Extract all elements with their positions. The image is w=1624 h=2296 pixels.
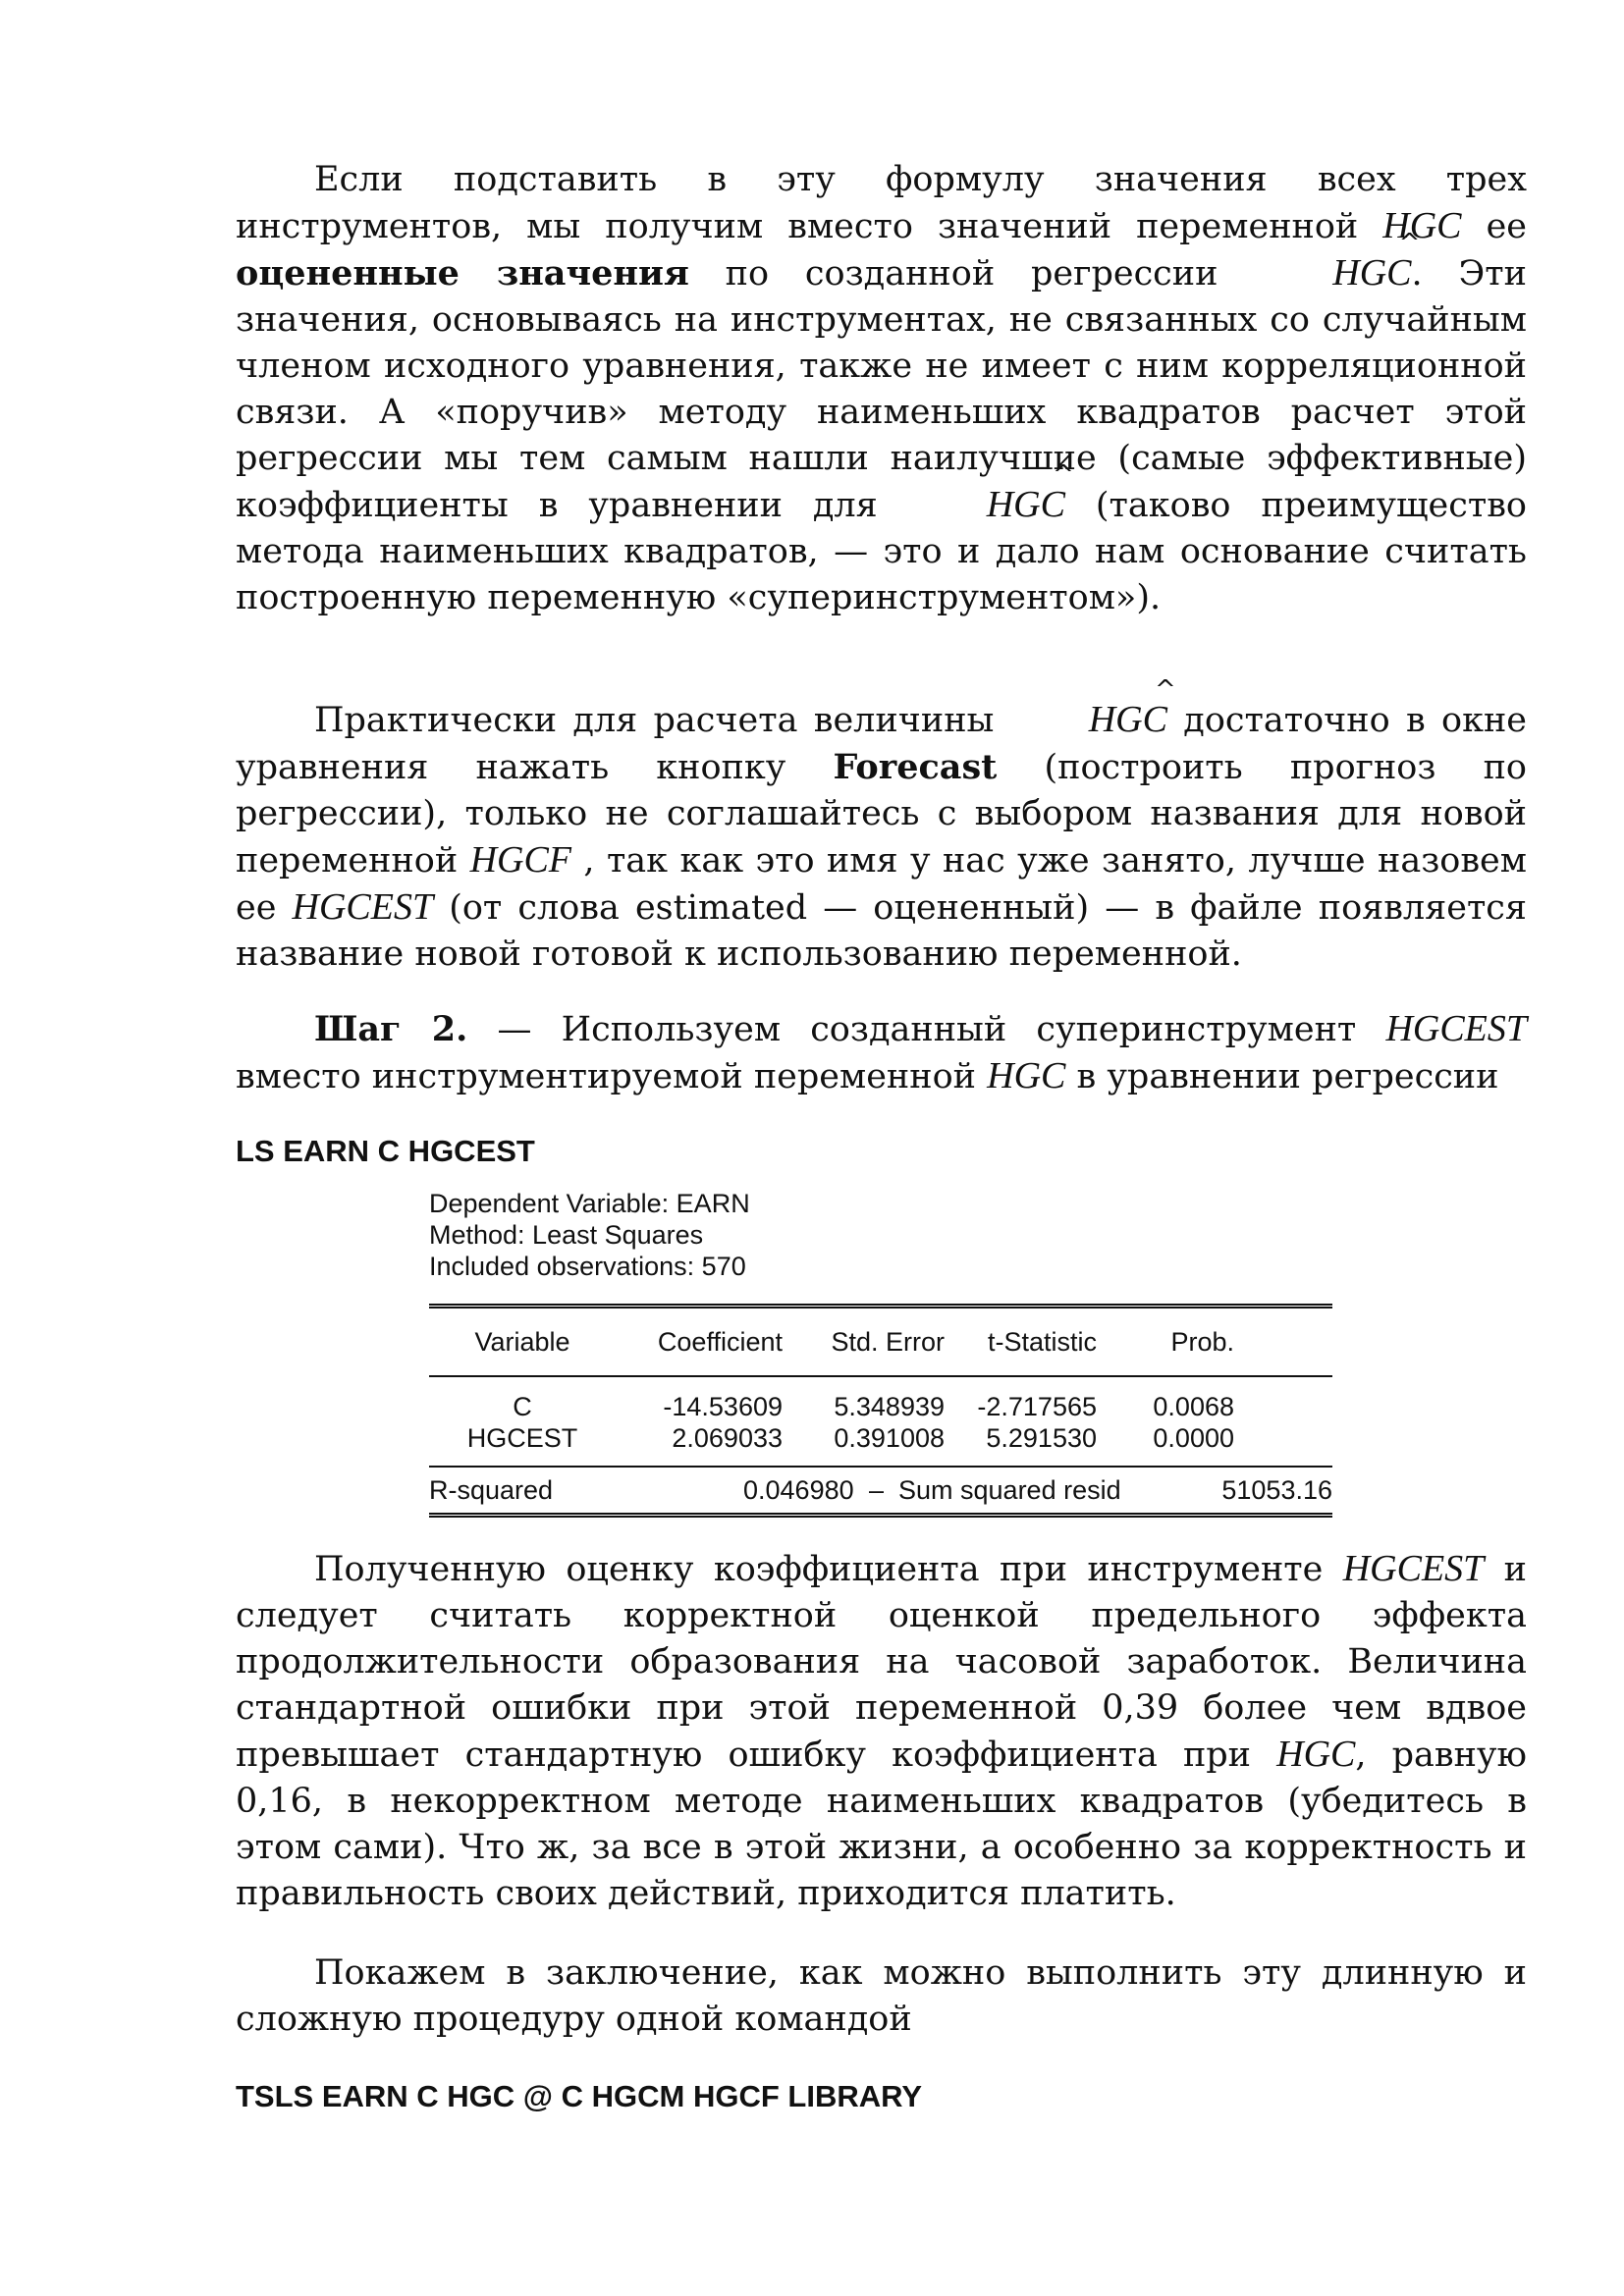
step-label: Шаг 2. — [314, 1009, 468, 1049]
forecast-button-name: Forecast — [833, 747, 998, 787]
table-footer: R-squared 0.046980 – Sum squared resid 51053.16 — [429, 1475, 1332, 1505]
paragraph-3: Шаг 2. — Используем созданный суперинструмент HGCEST вместо инструментируемой переменной HGC в уравнении регрессии — [236, 1008, 1528, 1096]
paragraph-5: Покажем в заключение, как можно выполнить эту длинную и сложную процедуру одной командой — [236, 1953, 1527, 2039]
var-hgcest: HGCEST — [292, 886, 434, 928]
command-ls: LS EARN C HGCEST — [236, 1134, 535, 1168]
output-header: Dependent Variable: EARN Method: Least Squares Included observations: 570 — [429, 1189, 750, 1281]
var-hgc-hat: ^ HGC — [908, 482, 1065, 528]
var-hgc: HGC — [987, 1055, 1066, 1096]
double-rule — [429, 1304, 1332, 1308]
rule — [429, 1375, 1332, 1377]
command-tsls: TSLS EARN C HGC @ C HGCM HGCF LIBRARY — [236, 2079, 923, 2113]
paragraph-1: Если подставить в эту формулу значения всех трех инструментов, мы получим вместо значений переменной HGC ее оцененные значения по созданной регрессии ^ HGC. Эти значения, основываясь на инструментах, не связанных со случайным членом исходного уравнения, также не имеет с ним корреляционной связи. А «поручив» методу наименьших квадратов расчет этой регрессии мы тем самым нашли наилучшие (самые эффективные) коэффициенты в уравнении для ^ HGC (таково преимущество метода наименьших квадратов, — это и дало нам основание считать построенную переменную «суперинструментом»). — [236, 157, 1527, 621]
table-row: HGCEST 2.069033 0.391008 5.291530 0.0000 — [466, 1423, 1234, 1453]
bold-term: оцененные значения — [236, 253, 689, 294]
double-rule — [429, 1513, 1332, 1518]
var-hgcf: HGCF — [469, 839, 572, 881]
paragraph-2: Практически для расчета величины ^ HGC достаточно в окне уравнения нажать кнопку Forecast (построить прогноз по регрессии), только не соглашайтесь с выбором названия для новой переменной HGCF , так как это имя у нас уже занято, лучше назовем ее HGCEST (от слова estimated — оцененный) — в файле появляется название новой готовой к использованию переменной. — [236, 697, 1527, 978]
regression-output — [429, 1188, 1332, 1518]
var-hgcest: HGCEST — [1385, 1008, 1528, 1049]
var-hgc: HGC — [1276, 1734, 1356, 1775]
var-hgcest: HGCEST — [1342, 1548, 1485, 1589]
var-hgc-hat: ^ HGC — [1254, 250, 1411, 296]
paragraph-4: Полученную оценку коэффициента при инструменте HGCEST и следует считать корректной оценкой предельного эффекта продолжительности образования на часовой заработок. Величина стандартной ошибки при этой переменной 0,39 более чем вдвое превышает стандартную ошибку коэффициента при HGC, равную 0,16, в некорректном методе наименьших квадратов (убедитесь в этом сами). Что ж, за все в этой жизни, а особенно за корректность и правильность своих действий, приходится платить. — [236, 1548, 1528, 1913]
var-hgc: HGC — [1382, 205, 1462, 246]
table-row: C -14.53609 5.348939 -2.717565 0.0068 — [513, 1392, 1234, 1421]
table-header: Variable Coefficient Std. Error t-Statistic Prob. — [474, 1327, 1234, 1357]
var-hgc-hat: ^ HGC — [1010, 697, 1167, 743]
